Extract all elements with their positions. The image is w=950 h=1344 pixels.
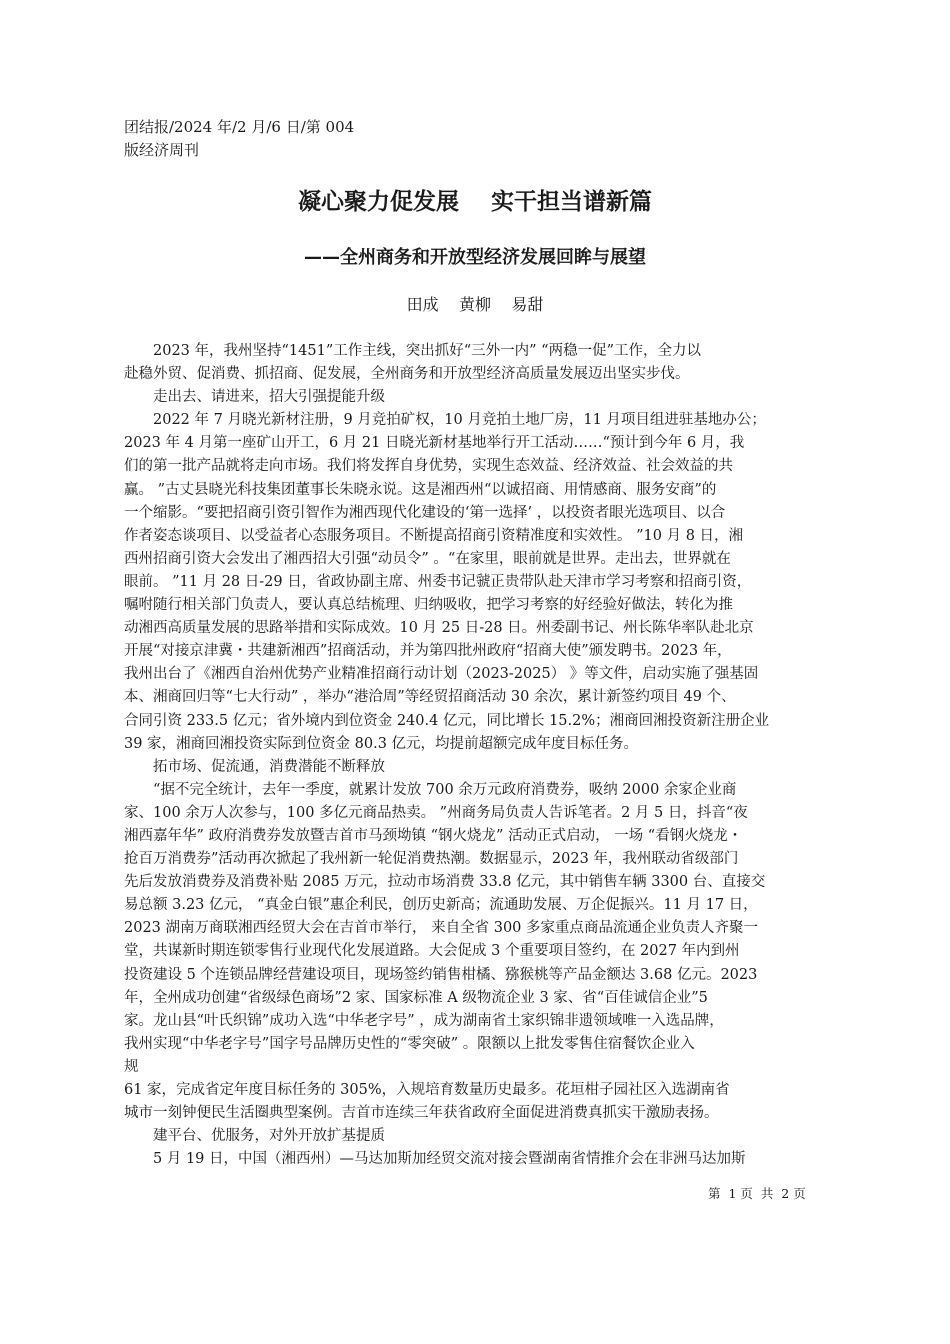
section-heading: 走出去、请进来，招大引强提能升级 [153, 389, 385, 406]
body-line: 们的第一批产品就将走向市场。我们将发挥自身优势，实现生态效益、经济效益、社会效益的共 [124, 458, 733, 475]
body-line: 抢百万消费券”活动再次掀起了我州新一轮促消费热潮。数据显示，2023 年，我州联动省级部门 [124, 851, 739, 868]
article-title: 凝心聚力促发展 实干担当谱新篇 [297, 189, 653, 215]
section-heading: 拓市场、促流通，消费潜能不断释放 [153, 758, 385, 775]
body-line: 合同引资 233.5 亿元；省外境内到位资金 240.4 亿元，同比增长 15.2%；湘商回湘投资新注册企业 [124, 712, 770, 729]
body-line: 城市一刻钟便民生活圈典型案例。吉首市连续三年获省政府全面促进消费真抓实干激励表扬。 [124, 1105, 719, 1122]
page-number-footer: 第 1 页 共 2 页 [708, 1186, 806, 1201]
body-line: 2023 年，我州坚持“1451”工作主线，突出抓好“三外一内” “两稳一促”工作，全力以 [153, 343, 701, 359]
body-line: 赢。 ”古丈县晓光科技集团董事长朱晓永说。这是湘西州“以诚招商、用情感商、服务安商”的 [124, 481, 717, 498]
body-line: 家、100 余万人次参与，100 多亿元商品热卖。 ”州商务局负责人告诉笔者。2 月 5 日，抖音“夜 [124, 804, 748, 821]
body-line: 先后发放消费券及消费补贴 2085 万元，拉动市场消费 33.8 亿元，其中销售车辆 3300 台、直接交 [124, 874, 766, 891]
body-line: 赴稳外贸、促消费、抓招商、促发展，全州商务和开放型经济高质量发展迈出坚实步伐。 [124, 366, 690, 383]
body-line: 动湘西高质量发展的思路举措和实际成效。10 月 25 日-28 日。州委副书记、州长陈华率队赴北京 [124, 620, 754, 637]
body-line: 61 家，完成省定年度目标任务的 305%，入规培育数量历史最多。花垣柑子园社区入选湖南省 [124, 1082, 730, 1098]
body-line: 一个缩影。“要把招商引资引智作为湘西现代化建设的‘第一选择’ ，以投资者眼光选项目、以合 [124, 504, 726, 521]
article-subtitle: ——全州商务和开放型经济发展回眸与展望 [304, 247, 646, 268]
body-line: 2023 湖南万商联湘西经贸大会在吉首市举行， 来自全省 300 多家重点商品流通企业负责人齐聚一 [124, 920, 759, 937]
body-line: 2023 年 4 月第一座矿山开工，6 月 21 日晓光新材基地举行开工活动……“预计到今年 6 月，我 [124, 435, 745, 452]
body-line: 我州出台了《湘西自治州优势产业精准招商行动计划（2023-2025） 》等文件，启动实施了强基固 [124, 666, 759, 683]
body-line: 西州招商引资大会发出了湘西招大引强“动员令” 。“在家里，眼前就是世界。走出去，世界就在 [124, 550, 731, 567]
body-line: 5 月 19 日，中国（湘西州）—马达加斯加经贸交流对接会暨湖南省情推介会在非洲马达加斯 [153, 1151, 746, 1168]
body-line: 堂，共谋新时期连锁零售行业现代化发展道路。大会促成 3 个重要项目签约，在 2027 年内到州 [124, 943, 740, 960]
body-line: 投资建设 5 个连锁品牌经营建设项目，现场签约销售柑橘、猕猴桃等产品金额达 3.68 亿元。2023 [124, 966, 758, 983]
body-line: 易总额 3.23 亿元， “真金白银”惠企利民，创历史新高；流通助发展、万企促振兴。11 月 17 日， [124, 897, 758, 914]
body-line: “据不完全统计，去年一季度，就累计发放 700 余万元政府消费券，吸纳 2000 余家企业商 [153, 781, 737, 798]
section-heading: 建平台、优服务，对外开放扩基提质 [153, 1128, 385, 1145]
body-line: 我州实现“中华老字号”国字号品牌历史性的“零突破” 。限额以上批发零售住宿餐饮企业入 [124, 1035, 695, 1052]
body-line: 嘱咐随行相关部门负责人，要认真总结梳理、归纳吸收，把学习考察的好经验好做法，转化为推 [124, 597, 733, 614]
body-line: 年，全州成功创建“省级绿色商场”2 家、国家标准 A 级物流企业 3 家、省“百佳诚信企业”5 [124, 989, 708, 1006]
article-byline: 田成 黄柳 易甜 [406, 295, 544, 314]
body-line: 2022 年 7 月晓光新材注册，9 月竞拍矿权，10 月竞拍土地厂房，11 月项目组进驻基地办公； [153, 412, 766, 429]
body-line: 开展“对接京津冀・共建新湘西”招商活动，并为第四批州政府“招商大使”颁发聘书。2023 年， [124, 643, 732, 660]
body-line: 眼前。 ”11 月 28 日-29 日，省政协副主席、州委书记虢正贵带队赴天津市学习考察和招商引资， [124, 573, 752, 590]
header-section-line: 版经济周刊 [124, 141, 200, 159]
header-source-line: 团结报/2024 年/2 月/6 日/第 004 [124, 118, 355, 136]
article-body [124, 340, 828, 1171]
body-line: 39 家，湘商回湘投资实际到位资金 80.3 亿元，均提前超额完成年度目标任务。 [124, 735, 639, 752]
body-line: 作者姿态谈项目、以受益者心态服务项目。不断提高招商引资精准度和实效性。 ”10 月 8 日，湘 [124, 527, 744, 544]
body-line: 湘西嘉年华” 政府消费券发放暨吉首市马颈坳镇 “钢火烧龙” 活动正式启动， 一场 “看钢火烧龙・ [124, 827, 743, 844]
body-line: 规 [124, 1058, 139, 1075]
body-line: 家。龙山县“叶氏织锦”成功入选“中华老字号” ，成为湖南省土家织锦非遗领域唯一入选品牌， [124, 1012, 724, 1029]
body-line: 本、湘商回归等“七大行动” ，举办“港洽周”等经贸招商活动 30 余次，累计新签约项目 49 个、 [124, 689, 736, 706]
